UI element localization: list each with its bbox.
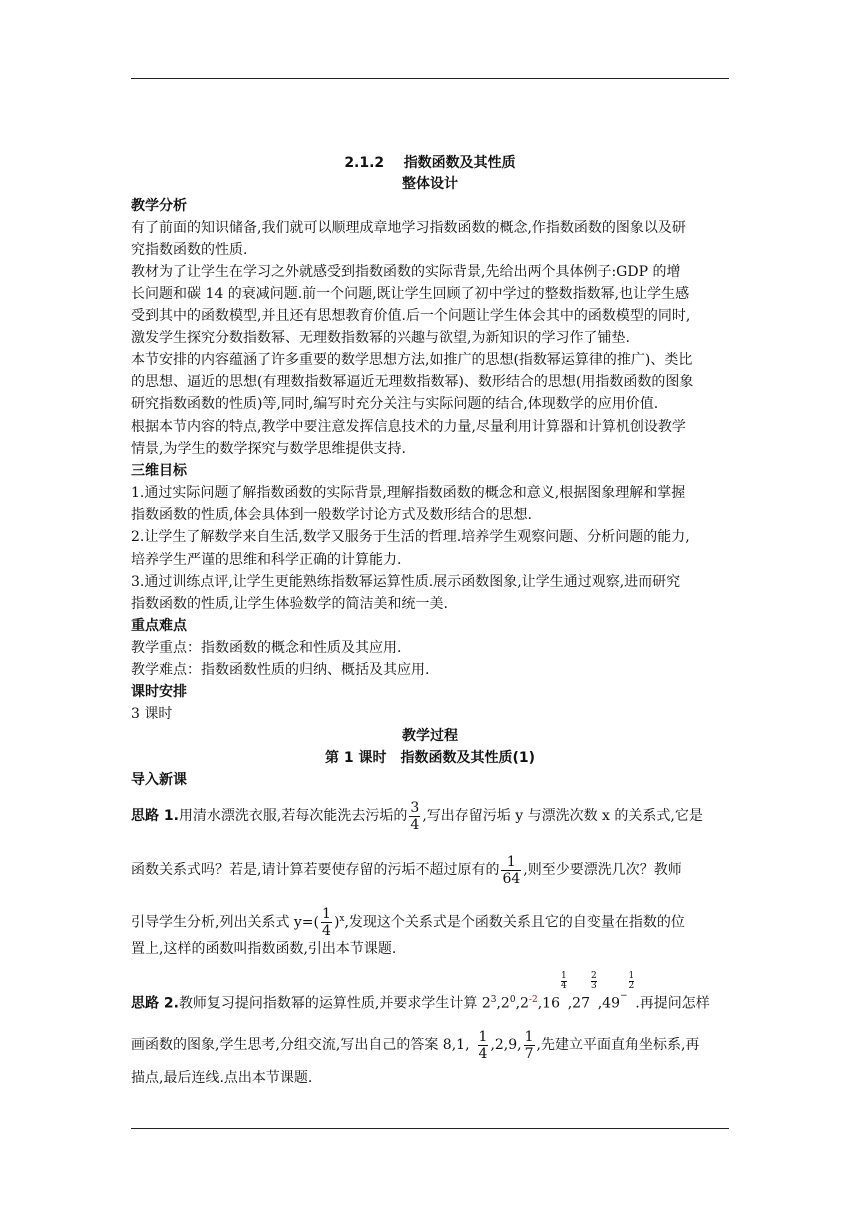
schedule-text: 3 课时 [131, 706, 173, 722]
analysis-line: 受到其中的函数模型,并且还有思想教育价值.后一个问题让学生体会其中的函数模型的同时, [131, 308, 691, 324]
footer-rule [131, 1128, 729, 1129]
exponent-fraction: $\frac{2}{3}$ [590, 971, 597, 991]
idea1-line-3: 引导学生分析,列出关系式 y=( $\frac{1}{4}$ )$^x$,发现这个关系式是个函数关系且它的自变量在指数的位 [131, 906, 685, 940]
analysis-line: 研究指数函数的性质)等,同时,编写时充分关注与实际问题的结合,体现数学的应用价值. [131, 396, 659, 412]
heading-schedule: 课时安排 [131, 684, 187, 700]
analysis-line: 激发学生探究分数指数幂、无理数指数幂的兴趣与欲望,为新知识的学习作了铺垫. [131, 330, 630, 346]
section-number: 2.1.2 [344, 155, 385, 171]
goals-line: 指数函数的性质,让学生体验数学的简洁美和统一美. [131, 596, 448, 612]
heading-keypoints: 重点难点 [131, 618, 187, 634]
goals-line: 培养学生严谨的思维和科学正确的计算能力. [131, 552, 402, 568]
heading-intro: 导入新课 [131, 772, 187, 788]
idea1-line-2: 函数关系式吗？若是,请计算若要使存留的污垢不超过原有的 $\frac{1}{64}$ ,则至少要漂洗几次？教师 [131, 853, 682, 887]
fraction: $\frac{1}{7}$ [524, 1028, 534, 1062]
idea1-line-4: 置上,这样的函数叫指数函数,引出本节课题. [131, 941, 397, 957]
exponent-fraction: $\frac{1}{2}$ [628, 971, 635, 991]
idea2-line-1: 思路 2.教师复习提问指数幂的运算性质,并要求学生计算 $2^3,2^0,2^{-2},16$ $\frac{1}{4}$ ,27 $\frac{2}{3}$ ,49− $\frac{1}{2}$ .再提问怎样 [131, 971, 710, 1012]
goals-line: 指数函数的性质,体会具体到一般数学讨论方式及数形结合的思想. [131, 507, 532, 523]
process-title: 教学过程 [402, 728, 458, 744]
analysis-line: 教材为了让学生在学习之外就感受到指数函数的实际背景,先给出两个具体例子:GDP 的增 [131, 264, 681, 280]
goals-line: 1.通过实际问题了解指数函数的实际背景,理解指数函数的概念和意义,根据图象理解和掌握 [131, 485, 686, 501]
heading-analysis: 教学分析 [131, 198, 187, 214]
fraction: $\frac{3}{4}$ [410, 799, 420, 833]
idea2-line-3: 描点,最后连线.点出本节课题. [131, 1070, 313, 1086]
idea2-label: 思路 2. [131, 995, 179, 1012]
analysis-line: 有了前面的知识储备,我们就可以顺理成章地学习指数函数的概念,作指数函数的图象以及研 [131, 220, 686, 236]
fraction: $\frac{1}{64}$ [502, 853, 521, 887]
section-title: 指数函数及其性质 [403, 155, 516, 171]
keypoints-line: 教学难点：指数函数性质的归纳、概括及其应用. [131, 662, 430, 678]
header-rule [131, 78, 729, 79]
analysis-line: 本节安排的内容蕴涵了许多重要的数学思想方法,如推广的思想(指数幂运算律的推广)、类比 [131, 352, 693, 368]
section-heading [131, 154, 729, 172]
fraction: $\frac{1}{4}$ [478, 1028, 488, 1062]
keypoints-line: 教学重点：指数函数的概念和性质及其应用. [131, 640, 402, 656]
heading-goals: 三维目标 [131, 463, 187, 479]
fraction: $\frac{1}{4}$ [322, 906, 331, 940]
analysis-line: 的思想、逼近的思想(有理数指数幂逼近无理数指数幂)、数形结合的思想(用指数函数的图象 [131, 374, 694, 390]
page-subtitle: 整体设计 [402, 176, 458, 192]
lesson-title: 第 1 课时 指数函数及其性质(1) [324, 750, 536, 766]
goals-line: 3.通过训练点评,让学生更能熟练指数幂运算性质.展示函数图象,让学生通过观察,进而研究 [131, 574, 681, 590]
analysis-line: 长问题和碳 14 的衰减问题.前一个问题,既让学生回顾了初中学过的整数指数幂,也让学生感 [131, 286, 690, 302]
idea1-line-1: 思路 1.用清水漂洗衣服,若每次能洗去污垢的 $\frac{3}{4}$ ,写出存留污垢 y 与漂洗次数 x 的关系式,它是 [131, 799, 703, 833]
analysis-line: 根据本节内容的特点,教学中要注意发挥信息技术的力量,尽量利用计算器和计算机创设教学 [131, 419, 686, 435]
analysis-line: 究指数函数的性质. [131, 242, 248, 258]
idea1-label: 思路 1. [131, 808, 179, 824]
idea2-line-2: 画函数的图象,学生思考,分组交流,写出自己的答案 8,1, $\frac{1}{4}$ ,2,9, $\frac{1}{7}$ ,先建立平面直角坐标系,再 [131, 1028, 700, 1062]
analysis-line: 情景,为学生的数学探究与数学思维提供支持. [131, 441, 406, 457]
exponent-fraction: $\frac{1}{4}$ [560, 971, 567, 991]
goals-line: 2.让学生了解数学来自生活,数学又服务于生活的哲理.培养学生观察问题、分析问题的能力, [131, 529, 690, 545]
